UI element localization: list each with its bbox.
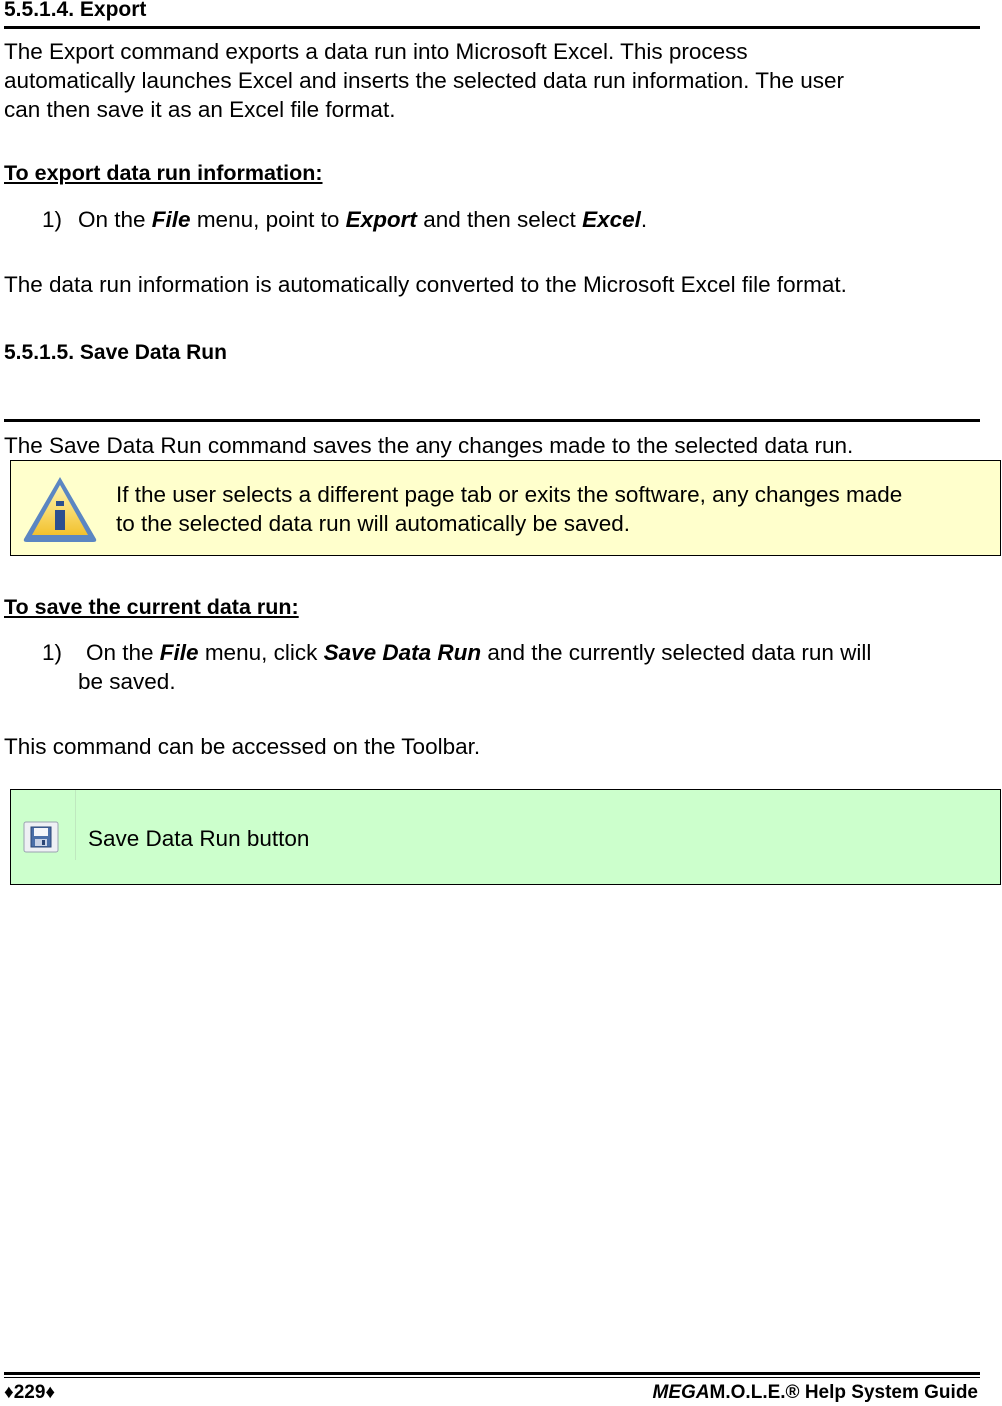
note-box [10, 460, 1001, 556]
menu-file: File [151, 207, 191, 232]
diamond-icon: ♦ [45, 1382, 56, 1403]
save-step: On the File menu, click Save Data Run and the currently selected data run will [86, 640, 872, 665]
export-line-3: can then save it as an Excel file format. [4, 97, 396, 122]
page-number: ♦229♦ [4, 1382, 56, 1403]
menu-export: Export [345, 207, 417, 232]
diamond-icon: ♦ [4, 1382, 14, 1403]
cell-divider [75, 790, 76, 860]
section-heading-save: 5.5.1.5. Save Data Run [4, 341, 227, 364]
info-warning-icon [20, 473, 100, 545]
toolbar-item-label: Save Data Run button [88, 826, 310, 851]
heading-rule [4, 419, 980, 422]
note-line-1: If the user selects a different page tab or exits the software, any changes made [116, 482, 903, 507]
floppy-disk-icon[interactable] [23, 821, 59, 853]
export-line-1: The Export command exports a data run into Microsoft Excel. This process [4, 39, 748, 64]
export-line-2: automatically launches Excel and inserts the selected data run information. The user [4, 68, 845, 93]
export-result: The data run information is automatically converted to the Microsoft Excel file format. [4, 272, 847, 297]
note-line-2: to the selected data run will automatically be saved. [116, 511, 631, 536]
step-number: 1) [42, 640, 63, 665]
toolbar-text: This command can be accessed on the Toolbar. [4, 734, 481, 759]
save-intro: The Save Data Run command saves the any changes made to the selected data run. [4, 433, 854, 458]
section-heading-export: 5.5.1.4. Export [4, 0, 147, 21]
guide-title: MEGAM.O.L.E.® Help System Guide [652, 1382, 978, 1403]
heading-rule [4, 26, 980, 29]
menu-file: File [159, 640, 199, 665]
save-step-line-2: be saved. [78, 669, 176, 694]
export-step: On the File menu, point to Export and then select Excel. [78, 207, 648, 232]
step-number: 1) [42, 207, 63, 232]
toolbar-box [10, 789, 1001, 885]
procedure-title-save: To save the current data run: [4, 595, 299, 619]
procedure-title-export: To export data run information: [4, 161, 323, 185]
menu-excel: Excel [582, 207, 641, 232]
footer-rule [4, 1377, 980, 1378]
footer-rule [4, 1372, 980, 1375]
menu-save-data-run: Save Data Run [323, 640, 482, 665]
